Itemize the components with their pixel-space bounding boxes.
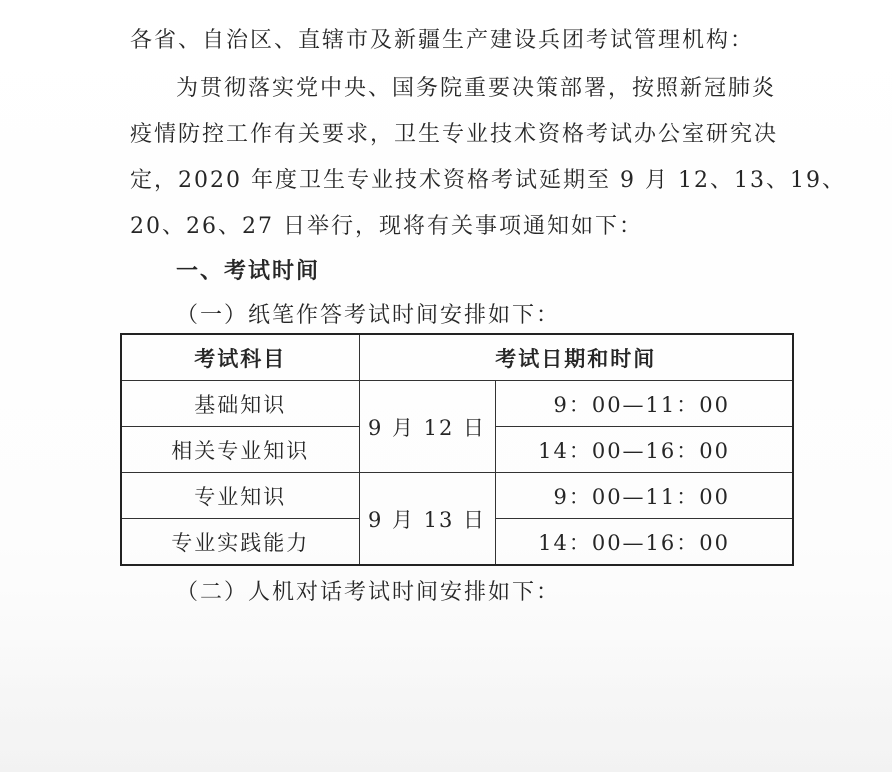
date-cell: 9 月 12 日: [359, 381, 495, 473]
body-line-4: 20、26、27 日举行，现将有关事项通知如下：: [130, 214, 643, 239]
body-line-2: 疫情防控工作有关要求，卫生专业技术资格考试办公室研究决: [130, 122, 779, 147]
subject-cell: 相关专业知识: [121, 427, 359, 473]
page-bottom-shade: [0, 640, 892, 772]
header-datetime: 考试日期和时间: [359, 334, 793, 381]
body-line-3: 定，2020 年度卫生专业技术资格考试延期至 9 月 12、13、19、: [130, 168, 846, 193]
subject-cell: 专业实践能力: [121, 519, 359, 566]
time-cell: 14：00—16：00: [495, 519, 793, 566]
subject-cell: 专业知识: [121, 473, 359, 519]
time-cell: 9：00—11：00: [495, 473, 793, 519]
subsection-heading-1: （一）纸笔作答考试时间安排如下：: [176, 303, 561, 328]
exam-schedule-table: [120, 333, 794, 566]
subject-cell: 基础知识: [121, 381, 359, 427]
table-row: [121, 381, 793, 427]
addressee-line: 各省、自治区、直辖市及新疆生产建设兵团考试管理机构：: [130, 28, 755, 53]
subsection-heading-2: （二）人机对话考试时间安排如下：: [176, 580, 561, 605]
table-header-row: [121, 334, 793, 381]
time-cell: 14：00—16：00: [495, 427, 793, 473]
date-cell: 9 月 13 日: [359, 473, 495, 566]
table-row: [121, 473, 793, 519]
time-cell: 9：00—11：00: [495, 381, 793, 427]
section-heading: 一、考试时间: [176, 259, 321, 284]
body-line-1: 为贯彻落实党中央、国务院重要决策部署，按照新冠肺炎: [176, 76, 777, 101]
header-subject: 考试科目: [121, 334, 359, 381]
